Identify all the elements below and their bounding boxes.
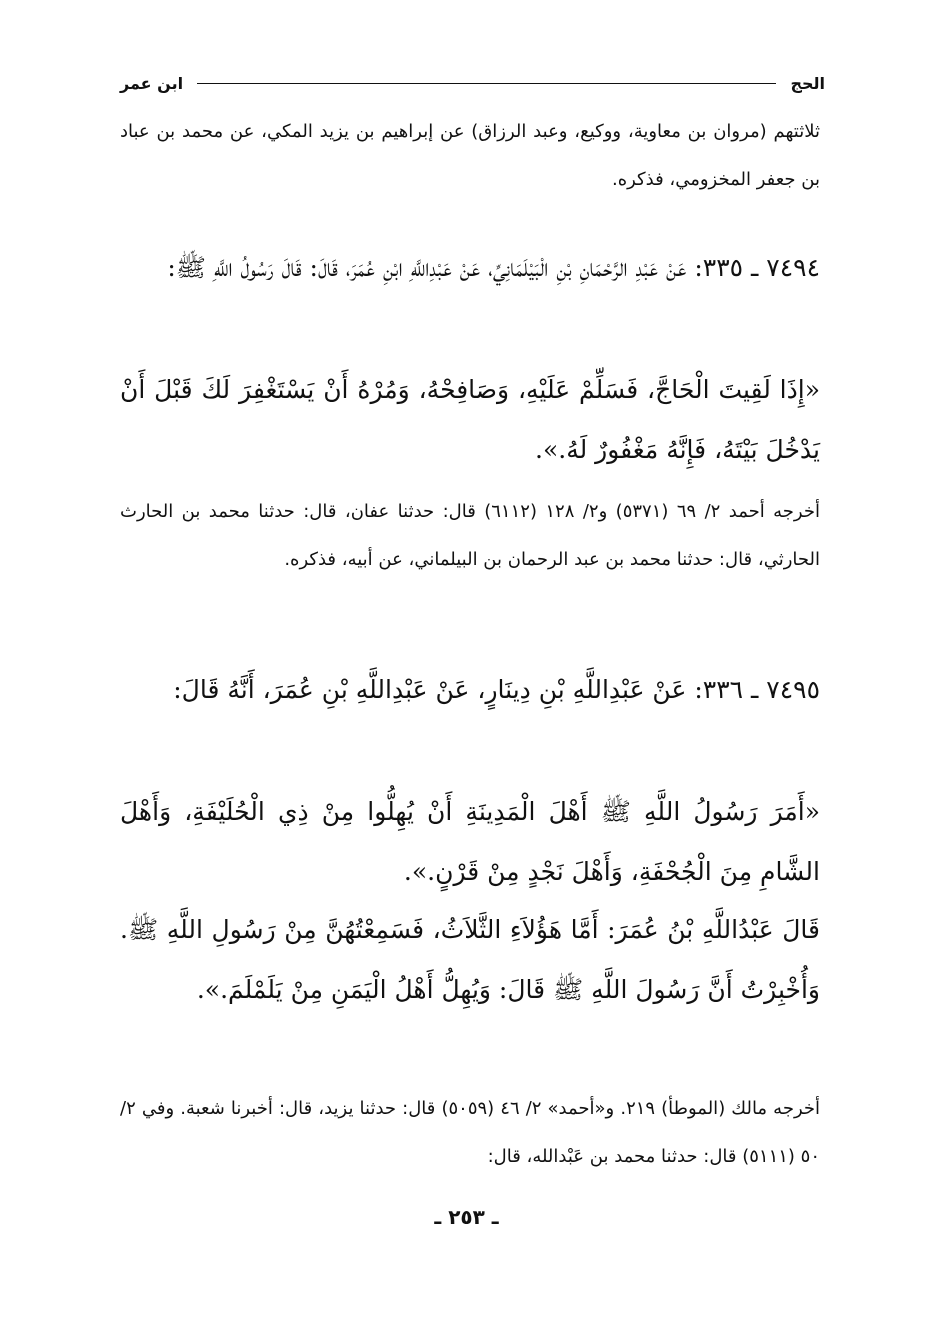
- header-rule: [197, 83, 776, 84]
- running-header: [120, 68, 825, 98]
- hadith-7494-matn: «إِذَا لَقِيتَ الْحَاجَّ، فَسَلِّمْ عَلَيْهِ، وَصَافِحْهُ، وَمُرْهُ أَنْ يَسْتَغْفِرَ لَكَ قَبْلَ أَنْ يَدْخُلَ بَيْتَهُ، فَإِنَّهُ مَغْفُورٌ لَهُ.».: [120, 375, 820, 464]
- isnad-continuation: ثلاثتهم (مروان بن معاوية، ووكيع، وعبد الرزاق) عن إبراهيم بن يزيد المكي، عن محمد بن عباد بن جعفر المخزومي، فذكره.: [120, 121, 820, 190]
- hadith-7495-takhrij: أخرجه مالك (الموطأ) ٢١٩. و«أحمد» ٢/ ٤٦ (٥٠٥٩) قال: حدثنا يزيد، قال: أخبرنا شعبة. وفي ٢/ ٥٠ (٥١١١) قال: حدثنا محمد بن عَبْدالله، قال:: [120, 1098, 820, 1167]
- header-section-title: ابن عمر: [120, 73, 184, 93]
- hadith-7495-continuation: قَالَ عَبْدُاللَّهِ بْنُ عُمَرَ: أَمَّا هَؤُلاَءِ الثَّلاَثُ، فَسَمِعْتُهُنَّ مِنْ رَسُولِ اللَّهِ ﷺ. وَأُخْبِرْتُ أَنَّ رَسُولَ اللَّهِ ﷺ قَالَ: وَيُهِلُّ أَهْلُ الْيَمَنِ مِنْ يَلَمْلَمَ.».: [120, 915, 820, 1004]
- hadith-7494-takhrij: أخرجه أحمد ٢/ ٦٩ (٥٣٧١) و٢/ ١٢٨ (٦١١٢) قال: حدثنا عفان، قال: حدثنا محمد بن الحارث الحارثي، قال: حدثنا محمد بن عبد الرحمان بن البيلماني، عن أبيه، فذكره.: [120, 501, 820, 570]
- hadith-7495-matn: «أَمَرَ رَسُولُ اللَّهِ ﷺ أَهْلَ الْمَدِينَةِ أَنْ يُهِلُّوا مِنْ ذِي الْحُلَيْفَةِ، وَأَهْلَ الشَّامِ مِنَ الْجُحْفَةِ، وَأَهْلَ نَجْدٍ مِنْ قَرْنٍ.».: [120, 797, 820, 886]
- hadith-7495-heading: ٧٤٩٥ ـ ٣٣٦: عَنْ عَبْدِاللَّهِ بْنِ دِينَارٍ، عَنْ عَبْدِاللَّهِ بْنِ عُمَرَ، أَنَّهُ قَالَ:: [173, 675, 820, 704]
- hadith-7494-heading: ٧٤٩٤ ـ ٣٣٥: عَنْ عَبْدِ الرَّحْمَانِ بْنِ الْبَيْلَمَانِيِّ، عَنْ عَبْدِاللَّهِ ابْنِ عُمَرَ، قَالَ: قَالَ رَسُولُ اللَّهِ ﷺ:: [167, 253, 820, 282]
- page-number: ـ ٢٥٣ ـ: [434, 1205, 499, 1229]
- header-chapter-title: الحج: [790, 73, 825, 93]
